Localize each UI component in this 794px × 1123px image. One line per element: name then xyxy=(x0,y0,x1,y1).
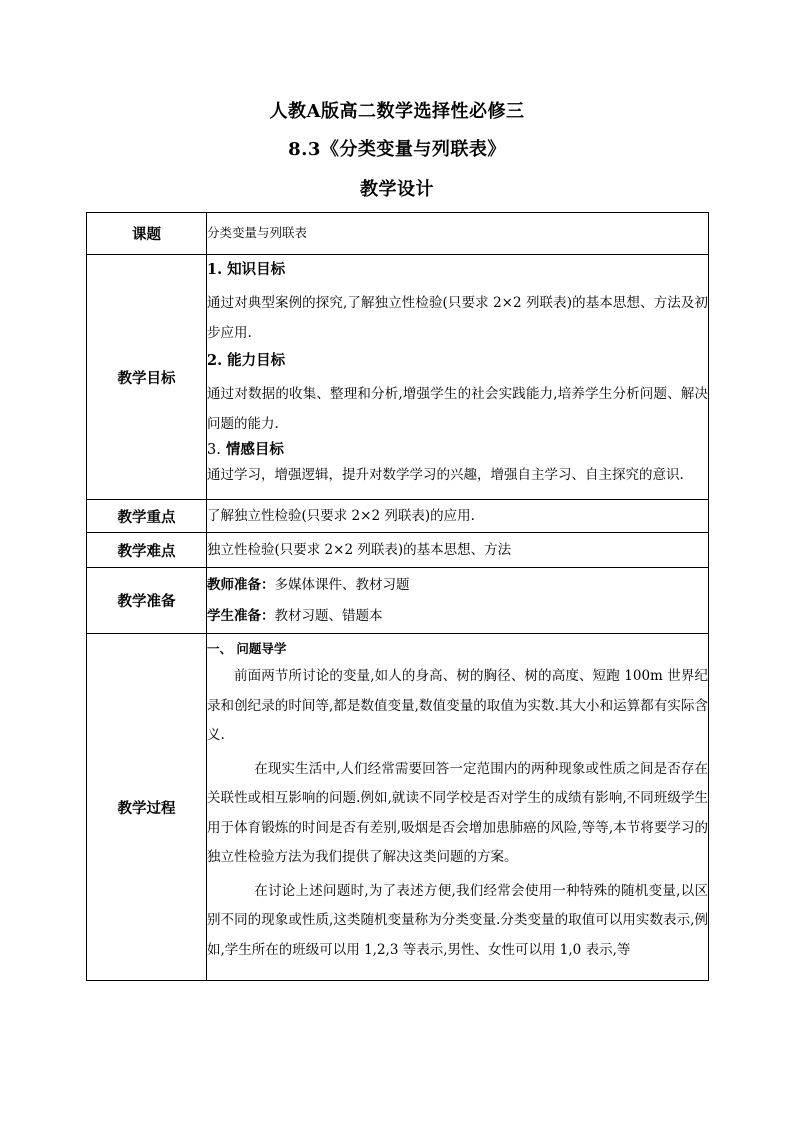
row-process xyxy=(87,634,709,981)
label-objectives: 教学目标 xyxy=(87,255,207,500)
label-preparation: 教学准备 xyxy=(87,568,207,634)
document-subtitle: 教学设计 xyxy=(360,179,434,200)
knowledge-heading: 1. 知识目标 xyxy=(207,261,286,278)
value-key-points: 了解独立性检验(只要求 2×2 列联表)的应用. xyxy=(207,500,709,533)
row-topic xyxy=(87,213,709,255)
teacher-preparation xyxy=(207,570,708,601)
emotion-text: 通过学习，增强逻辑，提升对数学学习的兴趣，增强自主学习、自主探究的意识. xyxy=(207,467,684,483)
row-objectives xyxy=(87,255,709,500)
document-title: 人教A版高二数学选择性必修三 xyxy=(269,101,525,122)
emotion-heading: 情感目标 xyxy=(225,441,284,458)
knowledge-text: 通过对典型案例的探究,了解独立性检验(只要求 2×2 列联表)的基本思想、方法及初步应用. xyxy=(207,295,708,341)
row-difficulties xyxy=(87,533,709,568)
row-preparation xyxy=(87,568,709,634)
label-key-points: 教学重点 xyxy=(87,500,207,533)
row-key-points xyxy=(87,500,709,533)
process-section-heading: 一、 问题导学 xyxy=(207,641,287,656)
value-preparation xyxy=(207,568,709,634)
teacher-prep-value: 多媒体课件、教材习题 xyxy=(274,576,410,593)
emotion-number: 3. xyxy=(207,442,221,458)
student-prep-label: 学生准备： xyxy=(207,607,275,624)
student-preparation xyxy=(207,601,708,632)
value-difficulties: 独立性检验(只要求 2×2 列联表)的基本思想、方法 xyxy=(207,533,709,568)
emotion-heading-line xyxy=(207,439,708,461)
process-paragraph-3: 在讨论上述问题时,为了表述方便,我们经常会使用一种特殊的随机变量,以区别不同的现象或性质,这类随机变量称为分类变量.分类变量的取值可以用实数表示,例如,学生所在的班级可以用 1,2,3 等表示,男性、女性可以用 1,0 表示,等 xyxy=(207,882,708,958)
teacher-prep-label: 教师准备： xyxy=(207,576,275,593)
ability-heading: 2. 能力目标 xyxy=(207,352,286,369)
value-process xyxy=(207,634,709,981)
process-paragraph-2: 在现实生活中,人们经常需要回答一定范围内的两种现象或性质之间是否存在关联性或相互影响的问题.例如,就读不同学校是否对学生的成绩有影响,不同班级学生用于体育锻炼的时间是否有差别,吸烟是否会增加患肺癌的风险,等等,本节将要学习的独立性检验方法为我们提供了解决这类问题的方案。 xyxy=(207,760,708,865)
label-topic: 课题 xyxy=(87,213,207,255)
label-difficulties: 教学难点 xyxy=(87,533,207,568)
process-paragraph-1: 前面两节所讨论的变量,如人的身高、树的胸径、树的高度、短跑 100m 世界纪录和创纪录的时间等,都是数值变量,数值变量的取值为实数.其大小和运算都有实际含义. xyxy=(207,668,708,743)
label-process: 教学过程 xyxy=(87,634,207,981)
value-topic: 分类变量与列联表 xyxy=(207,213,709,255)
value-objectives xyxy=(207,255,709,500)
student-prep-value: 教材习题、错题本 xyxy=(274,607,383,624)
lesson-title: 8.3《分类变量与列联表》 xyxy=(288,139,506,160)
lesson-plan-table xyxy=(86,212,709,981)
ability-text: 通过对数据的收集、整理和分析,增强学生的社会实践能力,培养学生分析问题、解决问题的能力. xyxy=(207,386,708,432)
